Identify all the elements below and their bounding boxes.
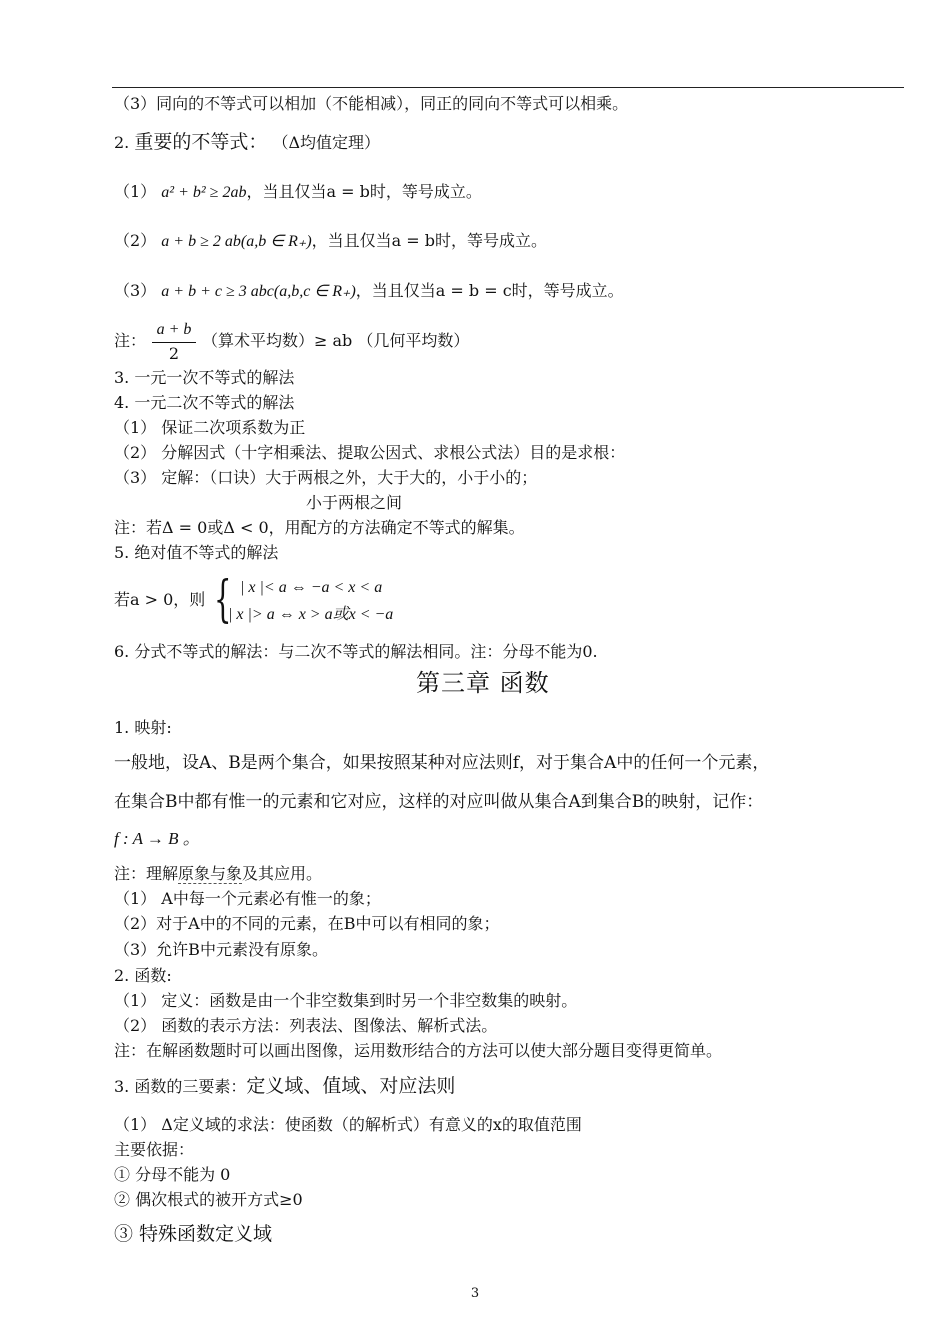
note-text: 注：在解函数题时可以画出图像，运用数形结合的方法可以使大部分题目变得更简单。 [114, 1041, 723, 1060]
section-heading: 2. 函数: [114, 966, 172, 985]
page-number: 3 [470, 1286, 480, 1301]
formula-text: ，当且仅当a = b = c时，等号成立。 [355, 281, 624, 300]
fraction [152, 320, 196, 365]
paragraph-line: 一般地，设A、B是两个集合，如果按照某种对应法则f，对于集合A中的任何一个元素， [114, 753, 770, 773]
abs-prefix: 若a > 0，则 [114, 590, 206, 609]
chapter-title: 第三章 函数 [416, 669, 550, 697]
paragraph-line: 在集合B中都有惟一的元素和它对应，这样的对应叫做从集合A到集合B的映射，记作： [114, 792, 764, 812]
left-brace: { [214, 570, 232, 628]
abs-case: | x |< a ⇔ −a < x < a [240, 579, 383, 596]
formula-line [114, 182, 482, 203]
list-item: （1） 定义：函数是由一个非空数集到时另一个非空数集的映射。 [114, 991, 578, 1010]
note-underlined: 原象与象 [178, 864, 243, 883]
item-number: （1） [114, 182, 157, 201]
list-item: ② 偶次根式的被开方式≥0 [114, 1190, 303, 1209]
section-heading [114, 132, 380, 153]
section-heading [114, 1076, 455, 1097]
fraction-numerator: a + b [152, 320, 196, 343]
formula: a² + b² ≥ 2ab [161, 184, 247, 201]
note-text: 注：若Δ = 0或Δ < 0，用配方的方法确定不等式的解集。 [114, 518, 525, 537]
section-heading: 4. 一元二次不等式的解法 [114, 393, 295, 412]
list-item: （3）允许B中元素没有原象。 [114, 940, 328, 959]
list-item: （1） A中每一个元素必有惟一的象； [114, 889, 381, 908]
list-item: （1） Δ定义域的求法：使函数（的解析式）有意义的x的取值范围 [114, 1115, 582, 1134]
list-item: （1） 保证二次项系数为正 [114, 418, 306, 437]
note-text: （算术平均数）≥ ab （几何平均数） [202, 331, 470, 350]
item-number: （2） [114, 231, 157, 250]
fraction-denominator: 2 [168, 344, 180, 363]
note-part: 及其应用。 [242, 864, 323, 883]
section-heading: 3. 一元一次不等式的解法 [114, 368, 295, 387]
list-item: （2） 分解因式（十字相乘法、提取公因式、求根公式法）目的是求根： [114, 443, 626, 462]
abs-case: | x |> a ⇔ x > a或x < −a [228, 606, 394, 623]
heading-text: 重要的不等式： [134, 131, 268, 153]
formula-text: ，当且仅当a = b时，等号成立。 [311, 231, 548, 250]
heading-note: （Δ均值定理） [272, 133, 381, 152]
note-prefix: 注： [114, 331, 147, 350]
item-number: （3） [114, 281, 157, 300]
section-heading: 6. 分式不等式的解法：与二次不等式的解法相同。注：分母不能为0. [114, 642, 598, 661]
heading-text: 3. 函数的三要素： [114, 1077, 247, 1096]
list-item: （2）对于A中的不同的元素，在B中可以有相同的象； [114, 914, 500, 933]
list-item: （2） 函数的表示方法：列表法、图像法、解析式法。 [114, 1016, 498, 1035]
heading-emphasis: 定义域、值域、对应法则 [246, 1075, 456, 1097]
note-part: 注：理解 [114, 864, 179, 883]
formula: a + b ≥ 2 ab(a,b ∈ R₊) [161, 233, 312, 250]
formula: a + b + c ≥ 3 abc(a,b,c ∈ R₊) [161, 283, 356, 300]
list-item: ① 分母不能为 0 [114, 1165, 231, 1184]
list-item-continuation: 小于两根之间 [306, 493, 403, 512]
list-item: （3） 定解：（口诀）大于两根之外，大于大的，小于小的； [114, 468, 538, 487]
text-line: 主要依据： [114, 1140, 195, 1159]
note-text [114, 864, 322, 884]
header-rule [112, 87, 904, 88]
heading-number: 2. [114, 133, 130, 152]
formula-line [114, 281, 624, 302]
text-line: （3）同向的不等式可以相加（不能相减），同正的同向不等式可以相乘。 [114, 94, 629, 113]
formula-line [114, 231, 547, 252]
list-item: ③ 特殊函数定义域 [114, 1223, 273, 1245]
formula: f : A → B 。 [114, 829, 200, 848]
section-heading: 5. 绝对值不等式的解法 [114, 543, 279, 562]
section-heading: 1. 映射: [114, 718, 172, 737]
formula-text: ，当且仅当a = b时，等号成立。 [246, 182, 482, 201]
